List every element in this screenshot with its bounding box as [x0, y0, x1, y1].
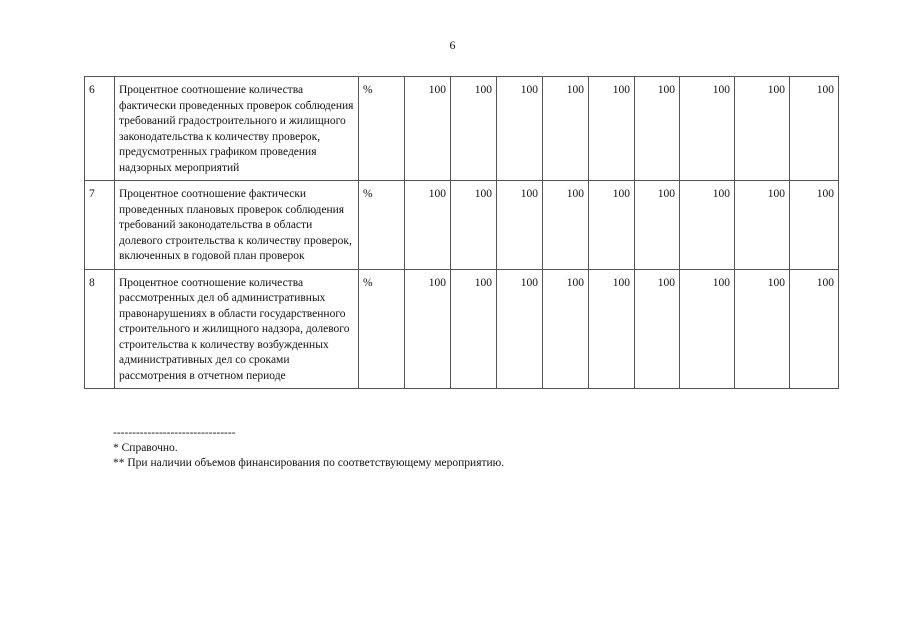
indicators-table: [84, 76, 839, 389]
value-cell: 100: [543, 181, 589, 270]
value-cell: 100: [497, 77, 543, 181]
value-cell: 100: [497, 181, 543, 270]
value-cell: 100: [680, 181, 735, 270]
value-cell: 100: [735, 77, 790, 181]
table-row: [85, 77, 839, 181]
footnote-separator: --------------------------------: [113, 427, 236, 439]
table-row: [85, 181, 839, 270]
value-cell: 100: [543, 269, 589, 389]
value-cell: 100: [680, 77, 735, 181]
unit-cell: %: [359, 77, 405, 181]
footnote-1: * Справочно.: [113, 442, 178, 454]
unit-cell: %: [359, 181, 405, 270]
value-cell: 100: [405, 269, 451, 389]
unit-cell: %: [359, 269, 405, 389]
value-cell: 100: [451, 269, 497, 389]
value-cell: 100: [451, 181, 497, 270]
value-cell: 100: [790, 181, 839, 270]
value-cell: 100: [405, 77, 451, 181]
footnote-2: ** При наличии объемов финансирования по соответствующему мероприятию.: [113, 457, 505, 469]
row-number: 8: [85, 269, 115, 389]
page-number: 6: [449, 38, 456, 52]
value-cell: 100: [635, 181, 680, 270]
value-cell: 100: [451, 77, 497, 181]
value-cell: 100: [405, 181, 451, 270]
row-number: 6: [85, 77, 115, 181]
value-cell: 100: [589, 269, 635, 389]
footnotes: [113, 426, 504, 471]
value-cell: 100: [589, 181, 635, 270]
value-cell: 100: [543, 77, 589, 181]
value-cell: 100: [680, 269, 735, 389]
value-cell: 100: [735, 181, 790, 270]
value-cell: 100: [790, 77, 839, 181]
indicator-description: Процентное соотношение фактически проведенных плановых проверок соблюдения требований законодательства в области долевого строительства к количеству проверок, включенных в годовой план проверок: [115, 181, 359, 270]
table-row: [85, 269, 839, 389]
table-body: [85, 77, 839, 389]
value-cell: 100: [635, 77, 680, 181]
value-cell: 100: [497, 269, 543, 389]
value-cell: 100: [635, 269, 680, 389]
value-cell: 100: [735, 269, 790, 389]
indicator-description: Процентное соотношение количества фактически проведенных проверок соблюдения требований градостроительного и жилищного законодательства к количеству проверок, предусмотренных графиком проведения надзорных мероприятий: [115, 77, 359, 181]
value-cell: 100: [790, 269, 839, 389]
value-cell: 100: [589, 77, 635, 181]
row-number: 7: [85, 181, 115, 270]
indicator-description: Процентное соотношение количества рассмотренных дел об административных правонарушениях в области государственного строительного и жилищного надзора, долевого строительства к количеству возбужденных административных дел со сроками рассмотрения в отчетном периоде: [115, 269, 359, 389]
